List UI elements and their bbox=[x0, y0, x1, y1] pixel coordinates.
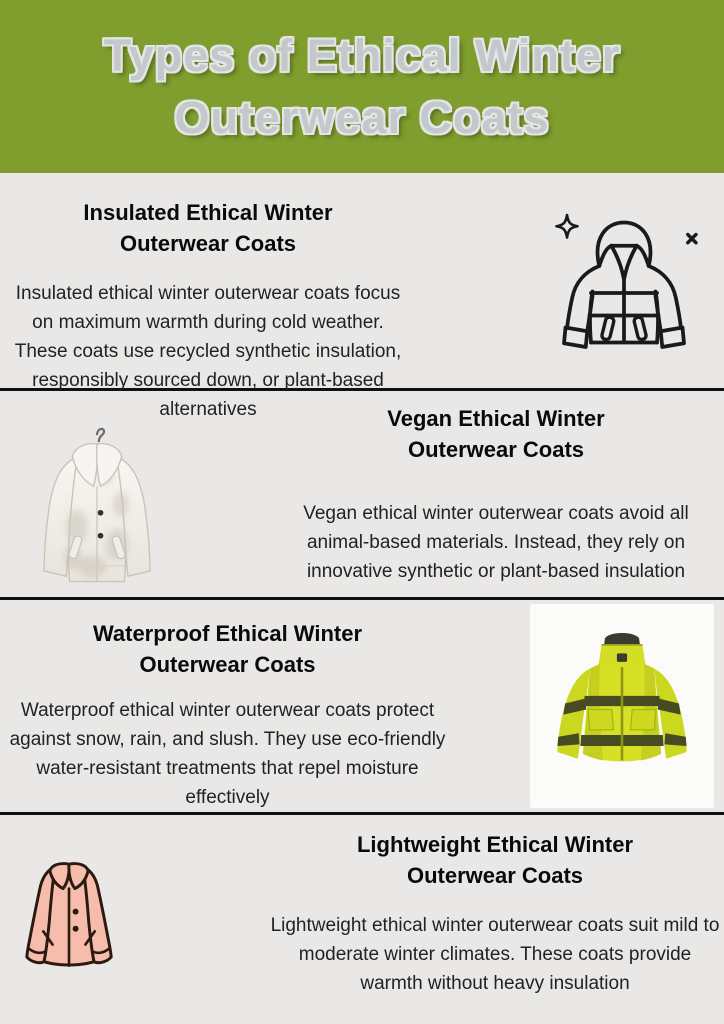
section-lightweight-text bbox=[270, 815, 720, 998]
section-vegan bbox=[0, 391, 724, 597]
section-heading bbox=[4, 197, 412, 259]
puffer-jacket-icon bbox=[540, 203, 708, 353]
section-heading-line1: Waterproof Ethical Winter bbox=[92, 621, 363, 646]
section-body: Waterproof ethical winter outerwear coats protect against snow, rain, and slush. They use eco-friendly water-resistant treatments that repel moisture effectively bbox=[9, 700, 446, 808]
section-insulated-text bbox=[4, 197, 412, 424]
section-heading bbox=[0, 618, 455, 680]
section-heading-line2: Outerwear Coats bbox=[139, 652, 316, 677]
fur-coat-image bbox=[22, 421, 172, 597]
header-banner bbox=[0, 0, 724, 173]
section-heading-line1: Insulated Ethical Winter bbox=[83, 200, 333, 225]
page-title bbox=[104, 25, 621, 149]
section-lightweight bbox=[0, 815, 724, 1024]
hi-vis-jacket-image bbox=[530, 604, 714, 808]
section-heading-line1: Vegan Ethical Winter bbox=[387, 406, 605, 431]
section-body: Insulated ethical winter outerwear coats focus on maximum warmth during cold weather. These coats use recycled synthetic insulation, responsibly sourced down, or plant-based alternatives bbox=[14, 283, 402, 420]
section-waterproof bbox=[0, 600, 724, 812]
page-title-line1: Types of Ethical Winter bbox=[103, 29, 621, 81]
section-vegan-text bbox=[272, 391, 720, 586]
section-waterproof-text bbox=[0, 600, 455, 812]
section-heading bbox=[272, 403, 720, 465]
pink-coat-icon bbox=[13, 851, 125, 976]
section-heading-line2: Outerwear Coats bbox=[119, 231, 297, 256]
section-body: Vegan ethical winter outerwear coats avoid all animal-based materials. Instead, they rely on innovative synthetic or plant-based insulation bbox=[303, 503, 689, 582]
section-heading-line2: Outerwear Coats bbox=[406, 863, 584, 888]
section-heading-line2: Outerwear Coats bbox=[407, 437, 585, 462]
section-heading-line1: Lightweight Ethical Winter bbox=[356, 832, 634, 857]
section-body: Lightweight ethical winter outerwear coats suit mild to moderate winter climates. These coats provide warmth without heavy insulation bbox=[270, 915, 720, 994]
section-heading bbox=[270, 829, 720, 891]
page-title-line2: Outerwear Coats bbox=[174, 91, 550, 143]
